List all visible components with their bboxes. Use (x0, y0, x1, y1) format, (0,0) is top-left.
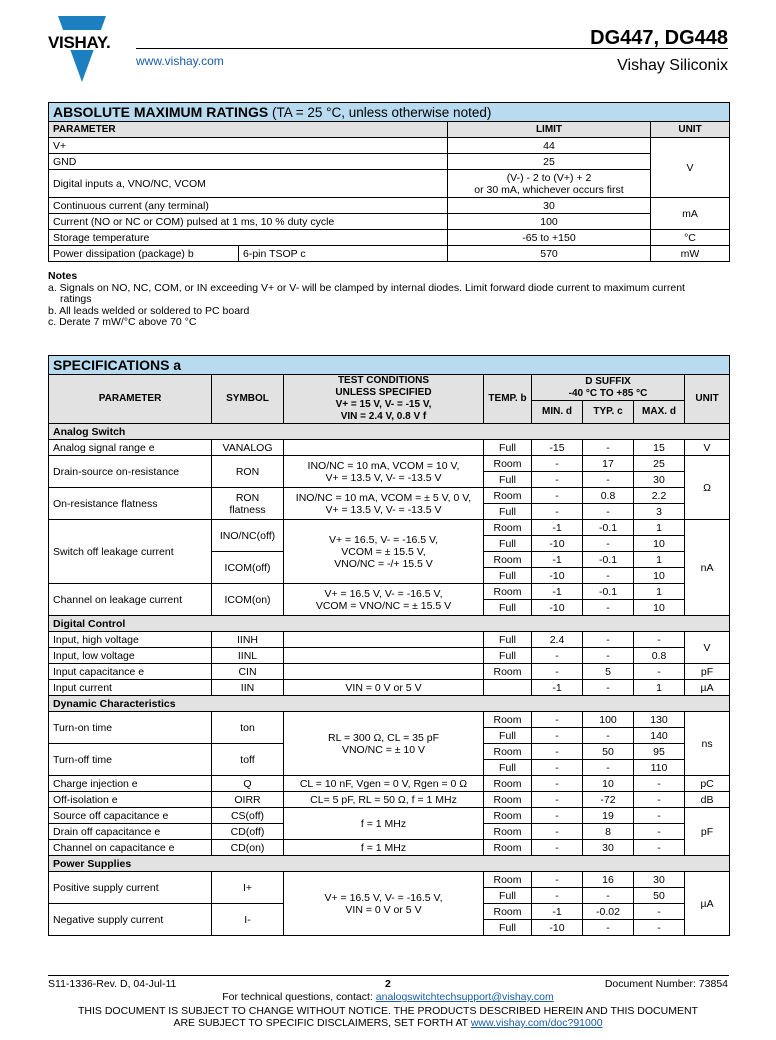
spec-temp: Full (484, 536, 532, 552)
spec-max: 10 (634, 600, 685, 616)
spec-temp (484, 680, 532, 696)
absolute-maximum-ratings-table (48, 102, 730, 262)
disclaimer-link[interactable]: www.vishay.com/doc?91000 (470, 1017, 603, 1029)
spec-symbol: ICOM(off) (212, 552, 284, 584)
spec-conditions: f = 1 MHz (284, 808, 484, 840)
spec-temp: Room (484, 904, 532, 920)
spec-conditions: V+ = 16.5, V- = -16.5 V, VCOM = ± 15.5 V, VNO/NC = -/+ 15.5 V (284, 520, 484, 584)
spec-symbol: RON flatness (212, 488, 284, 520)
spec-temp: Room (484, 824, 532, 840)
spec-temp: Full (484, 440, 532, 456)
spec-min: -10 (532, 920, 583, 936)
spec-param: Off-isolation e (49, 792, 212, 808)
amr-param: Power dissipation (package) b (49, 246, 239, 262)
footer-document-number: Document Number: 73854 (604, 978, 728, 990)
spec-conditions: f = 1 MHz (284, 840, 484, 856)
spec-param: Input, low voltage (49, 648, 212, 664)
spec-conditions: V+ = 16.5 V, V- = -16.5 V, VCOM = VNO/NC = ± 15.5 V (284, 584, 484, 616)
spec-unit: Ω (685, 456, 730, 520)
spec-min: - (532, 472, 583, 488)
amr-unit: mA (651, 198, 730, 230)
spec-max: 15 (634, 440, 685, 456)
spec-typ: 19 (583, 808, 634, 824)
spec-param: Channel on capacitance e (49, 840, 212, 856)
spec-temp: Room (484, 488, 532, 504)
spec-header-symbol: SYMBOL (212, 375, 284, 424)
spec-typ: 100 (583, 712, 634, 728)
spec-unit: V (685, 632, 730, 664)
amr-limit: 100 (448, 214, 651, 230)
spec-typ: -0.1 (583, 584, 634, 600)
amr-package: 6-pin TSOP c (239, 246, 448, 262)
spec-max: - (634, 920, 685, 936)
spec-conditions: INO/NC = 10 mA, VCOM = ± 5 V, 0 V, V+ = 13.5 V, V- = -13.5 V (284, 488, 484, 520)
spec-max: - (634, 840, 685, 856)
spec-temp: Room (484, 872, 532, 888)
spec-header-parameter: PARAMETER (49, 375, 212, 424)
spec-min: - (532, 840, 583, 856)
section-digital-control: Digital Control (49, 616, 730, 632)
note-a-cont: ratings (60, 293, 92, 305)
spec-typ: -72 (583, 792, 634, 808)
spec-min: - (532, 872, 583, 888)
support-email-link[interactable]: analogswitchtechsupport@vishay.com (375, 991, 554, 1003)
amr-limit: -65 to +150 (448, 230, 651, 246)
spec-conditions: CL= 5 pF, RL = 50 Ω, f = 1 MHz (284, 792, 484, 808)
spec-max: 0.8 (634, 648, 685, 664)
spec-typ: -0.1 (583, 552, 634, 568)
section-analog-switch: Analog Switch (49, 424, 730, 440)
spec-max: - (634, 664, 685, 680)
note-b: b. All leads welded or soldered to PC board (48, 304, 250, 317)
amr-param: GND (49, 154, 448, 170)
spec-max: 1 (634, 584, 685, 600)
spec-min: 2.4 (532, 632, 583, 648)
spec-temp: Full (484, 600, 532, 616)
spec-symbol: CD(on) (212, 840, 284, 856)
spec-max: 10 (634, 536, 685, 552)
spec-max: - (634, 824, 685, 840)
spec-header-min: MIN. d (532, 401, 583, 424)
spec-temp: Room (484, 776, 532, 792)
spec-param: Negative supply current (49, 904, 212, 936)
spec-min: - (532, 744, 583, 760)
spec-temp: Room (484, 552, 532, 568)
spec-header-test-conditions: TEST CONDITIONS UNLESS SPECIFIED V+ = 15 V, V- = -15 V, VIN = 2.4 V, 0.8 V f (284, 375, 484, 424)
spec-symbol: IINL (212, 648, 284, 664)
spec-title: SPECIFICATIONS a (49, 356, 730, 375)
spec-max: 50 (634, 888, 685, 904)
amr-unit: °C (651, 230, 730, 246)
spec-symbol: CIN (212, 664, 284, 680)
spec-typ: -0.1 (583, 520, 634, 536)
spec-min: - (532, 888, 583, 904)
spec-header-d-suffix: D SUFFIX -40 °C TO +85 °C (532, 375, 685, 401)
amr-param: Digital inputs a, VNO/NC, VCOM (49, 170, 448, 198)
section-power-supplies: Power Supplies (49, 856, 730, 872)
spec-header-unit: UNIT (685, 375, 730, 424)
spec-typ: 16 (583, 872, 634, 888)
spec-conditions: CL = 10 nF, Vgen = 0 V, Rgen = 0 Ω (284, 776, 484, 792)
spec-min: -1 (532, 904, 583, 920)
spec-typ: - (583, 440, 634, 456)
spec-max: 2.2 (634, 488, 685, 504)
spec-symbol: CD(off) (212, 824, 284, 840)
spec-min: - (532, 728, 583, 744)
spec-symbol: VANALOG (212, 440, 284, 456)
spec-conditions: RL = 300 Ω, CL = 35 pF VNO/NC = ± 10 V (284, 712, 484, 776)
spec-param: Drain-source on-resistance (49, 456, 212, 488)
vishay-logo-text: VISHAY. (48, 33, 111, 52)
spec-param: Input current (49, 680, 212, 696)
spec-max: 1 (634, 520, 685, 536)
spec-min: - (532, 792, 583, 808)
spec-temp: Full (484, 632, 532, 648)
spec-max: - (634, 776, 685, 792)
spec-max: 140 (634, 728, 685, 744)
notes (48, 271, 729, 329)
footer-contact: For technical questions, contact: analogswitchtechsupport@vishay.com (222, 991, 554, 1003)
footer-rule (48, 975, 729, 976)
spec-min: - (532, 456, 583, 472)
spec-typ: -0.02 (583, 904, 634, 920)
spec-header-max: MAX. d (634, 401, 685, 424)
spec-typ: 8 (583, 824, 634, 840)
spec-max: - (634, 792, 685, 808)
spec-max: 1 (634, 680, 685, 696)
amr-unit: mW (651, 246, 730, 262)
spec-symbol: toff (212, 744, 284, 776)
spec-min: - (532, 776, 583, 792)
spec-min: -10 (532, 600, 583, 616)
amr-param: Storage temperature (49, 230, 448, 246)
spec-max: - (634, 808, 685, 824)
spec-typ: 0.8 (583, 488, 634, 504)
spec-symbol: OIRR (212, 792, 284, 808)
spec-unit: pF (685, 664, 730, 680)
spec-typ: - (583, 888, 634, 904)
spec-typ: 10 (583, 776, 634, 792)
spec-conditions: VIN = 0 V or 5 V (284, 680, 484, 696)
amr-limit: 570 (448, 246, 651, 262)
spec-temp: Room (484, 584, 532, 600)
spec-param: Analog signal range e (49, 440, 212, 456)
spec-min: - (532, 808, 583, 824)
footer-revision: S11-1336-Rev. D, 04-Jul-11 (48, 978, 177, 990)
spec-symbol: Q (212, 776, 284, 792)
spec-temp: Full (484, 728, 532, 744)
amr-title: ABSOLUTE MAXIMUM RATINGS (TA = 25 °C, unless otherwise noted) (49, 103, 730, 122)
notes-title: Notes (48, 270, 78, 282)
spec-symbol: RON (212, 456, 284, 488)
spec-typ: - (583, 472, 634, 488)
spec-param: Source off capacitance e (49, 808, 212, 824)
spec-max: 95 (634, 744, 685, 760)
amr-param: Continuous current (any terminal) (49, 198, 448, 214)
spec-typ: - (583, 920, 634, 936)
spec-typ: 30 (583, 840, 634, 856)
spec-temp: Room (484, 520, 532, 536)
spec-min: - (532, 760, 583, 776)
spec-temp: Room (484, 456, 532, 472)
footer-disclaimer-1: THIS DOCUMENT IS SUBJECT TO CHANGE WITHOUT NOTICE. THE PRODUCTS DESCRIBED HEREIN AND THIS DOCUMENT (78, 1005, 698, 1017)
spec-symbol: I+ (212, 872, 284, 904)
spec-unit: nA (685, 520, 730, 616)
amr-limit: 44 (448, 138, 651, 154)
spec-min: -1 (532, 520, 583, 536)
spec-param: Charge injection e (49, 776, 212, 792)
spec-unit: pF (685, 808, 730, 856)
document-subtitle: Vishay Siliconix (617, 57, 728, 74)
spec-symbol: INO/NC(off) (212, 520, 284, 552)
spec-temp: Room (484, 744, 532, 760)
spec-max: - (634, 904, 685, 920)
spec-typ: - (583, 536, 634, 552)
spec-max: 3 (634, 504, 685, 520)
spec-param: Drain off capacitance e (49, 824, 212, 840)
spec-symbol: I- (212, 904, 284, 936)
spec-max: 1 (634, 552, 685, 568)
document-title: DG447, DG448 (590, 27, 728, 49)
spec-max: 130 (634, 712, 685, 728)
amr-header-parameter: PARAMETER (49, 122, 448, 138)
spec-temp: Full (484, 472, 532, 488)
note-c: c. Derate 7 mW/°C above 70 °C (48, 316, 197, 328)
amr-limit: 30 (448, 198, 651, 214)
spec-typ: - (583, 760, 634, 776)
spec-symbol: IINH (212, 632, 284, 648)
spec-typ: - (583, 680, 634, 696)
spec-param: Channel on leakage current (49, 584, 212, 616)
spec-max: - (634, 632, 685, 648)
spec-unit: pC (685, 776, 730, 792)
spec-min: - (532, 712, 583, 728)
spec-min: -10 (532, 568, 583, 584)
spec-temp: Full (484, 760, 532, 776)
spec-conditions: V+ = 16.5 V, V- = -16.5 V, VIN = 0 V or 5 V (284, 872, 484, 936)
spec-min: - (532, 648, 583, 664)
spec-typ: - (583, 568, 634, 584)
spec-symbol: ICOM(on) (212, 584, 284, 616)
spec-conditions: INO/NC = 10 mA, VCOM = 10 V, V+ = 13.5 V, V- = -13.5 V (284, 456, 484, 488)
spec-min: - (532, 504, 583, 520)
spec-temp: Full (484, 920, 532, 936)
spec-typ: 5 (583, 664, 634, 680)
spec-typ: - (583, 648, 634, 664)
spec-typ: - (583, 600, 634, 616)
spec-unit: µA (685, 872, 730, 936)
spec-typ: - (583, 728, 634, 744)
amr-limit: (V-) - 2 to (V+) + 2 or 30 mA, whichever occurs first (448, 170, 651, 198)
spec-temp: Full (484, 648, 532, 664)
spec-temp: Full (484, 888, 532, 904)
spec-typ: 50 (583, 744, 634, 760)
amr-param: Current (NO or NC or COM) pulsed at 1 ms, 10 % duty cycle (49, 214, 448, 230)
spec-min: - (532, 824, 583, 840)
website-link[interactable]: www.vishay.com (136, 54, 224, 68)
footer-disclaimer-2: ARE SUBJECT TO SPECIFIC DISCLAIMERS, SET FORTH AT www.vishay.com/doc?91000 (173, 1017, 603, 1029)
spec-min: - (532, 488, 583, 504)
spec-header-temp: TEMP. b (484, 375, 532, 424)
amr-header-limit: LIMIT (448, 122, 651, 138)
spec-param: Turn-off time (49, 744, 212, 776)
spec-unit: V (685, 440, 730, 456)
spec-min: -15 (532, 440, 583, 456)
spec-typ: - (583, 632, 634, 648)
spec-min: -1 (532, 552, 583, 568)
spec-temp: Room (484, 712, 532, 728)
spec-typ: - (583, 504, 634, 520)
spec-unit: ns (685, 712, 730, 776)
spec-param: On-resistance flatness (49, 488, 212, 520)
spec-min: - (532, 664, 583, 680)
spec-param: Turn-on time (49, 712, 212, 744)
spec-header-typ: TYP. c (583, 401, 634, 424)
spec-param: Input, high voltage (49, 632, 212, 648)
spec-temp: Room (484, 808, 532, 824)
spec-temp: Room (484, 664, 532, 680)
spec-min: -1 (532, 680, 583, 696)
amr-param: V+ (49, 138, 448, 154)
spec-symbol: ton (212, 712, 284, 744)
spec-max: 30 (634, 872, 685, 888)
spec-unit: µA (685, 680, 730, 696)
spec-max: 30 (634, 472, 685, 488)
specifications-table (48, 355, 730, 936)
spec-temp: Full (484, 568, 532, 584)
footer-page-number: 2 (385, 978, 391, 990)
note-a: a. Signals on NO, NC, COM, or IN exceeding V+ or V- will be clamped by internal diodes. Limit forward diode current to maximum current (48, 281, 685, 294)
spec-unit: dB (685, 792, 730, 808)
spec-min: -1 (532, 584, 583, 600)
spec-param: Switch off leakage current (49, 520, 212, 584)
spec-symbol: IIN (212, 680, 284, 696)
section-dynamic-characteristics: Dynamic Characteristics (49, 696, 730, 712)
spec-typ: 17 (583, 456, 634, 472)
spec-min: -10 (532, 536, 583, 552)
spec-temp: Full (484, 504, 532, 520)
amr-unit: V (651, 138, 730, 198)
spec-max: 10 (634, 568, 685, 584)
amr-header-unit: UNIT (651, 122, 730, 138)
spec-param: Positive supply current (49, 872, 212, 904)
amr-limit: 25 (448, 154, 651, 170)
spec-param: Input capacitance e (49, 664, 212, 680)
spec-temp: Room (484, 840, 532, 856)
spec-max: 110 (634, 760, 685, 776)
spec-max: 25 (634, 456, 685, 472)
spec-symbol: CS(off) (212, 808, 284, 824)
spec-temp: Room (484, 792, 532, 808)
